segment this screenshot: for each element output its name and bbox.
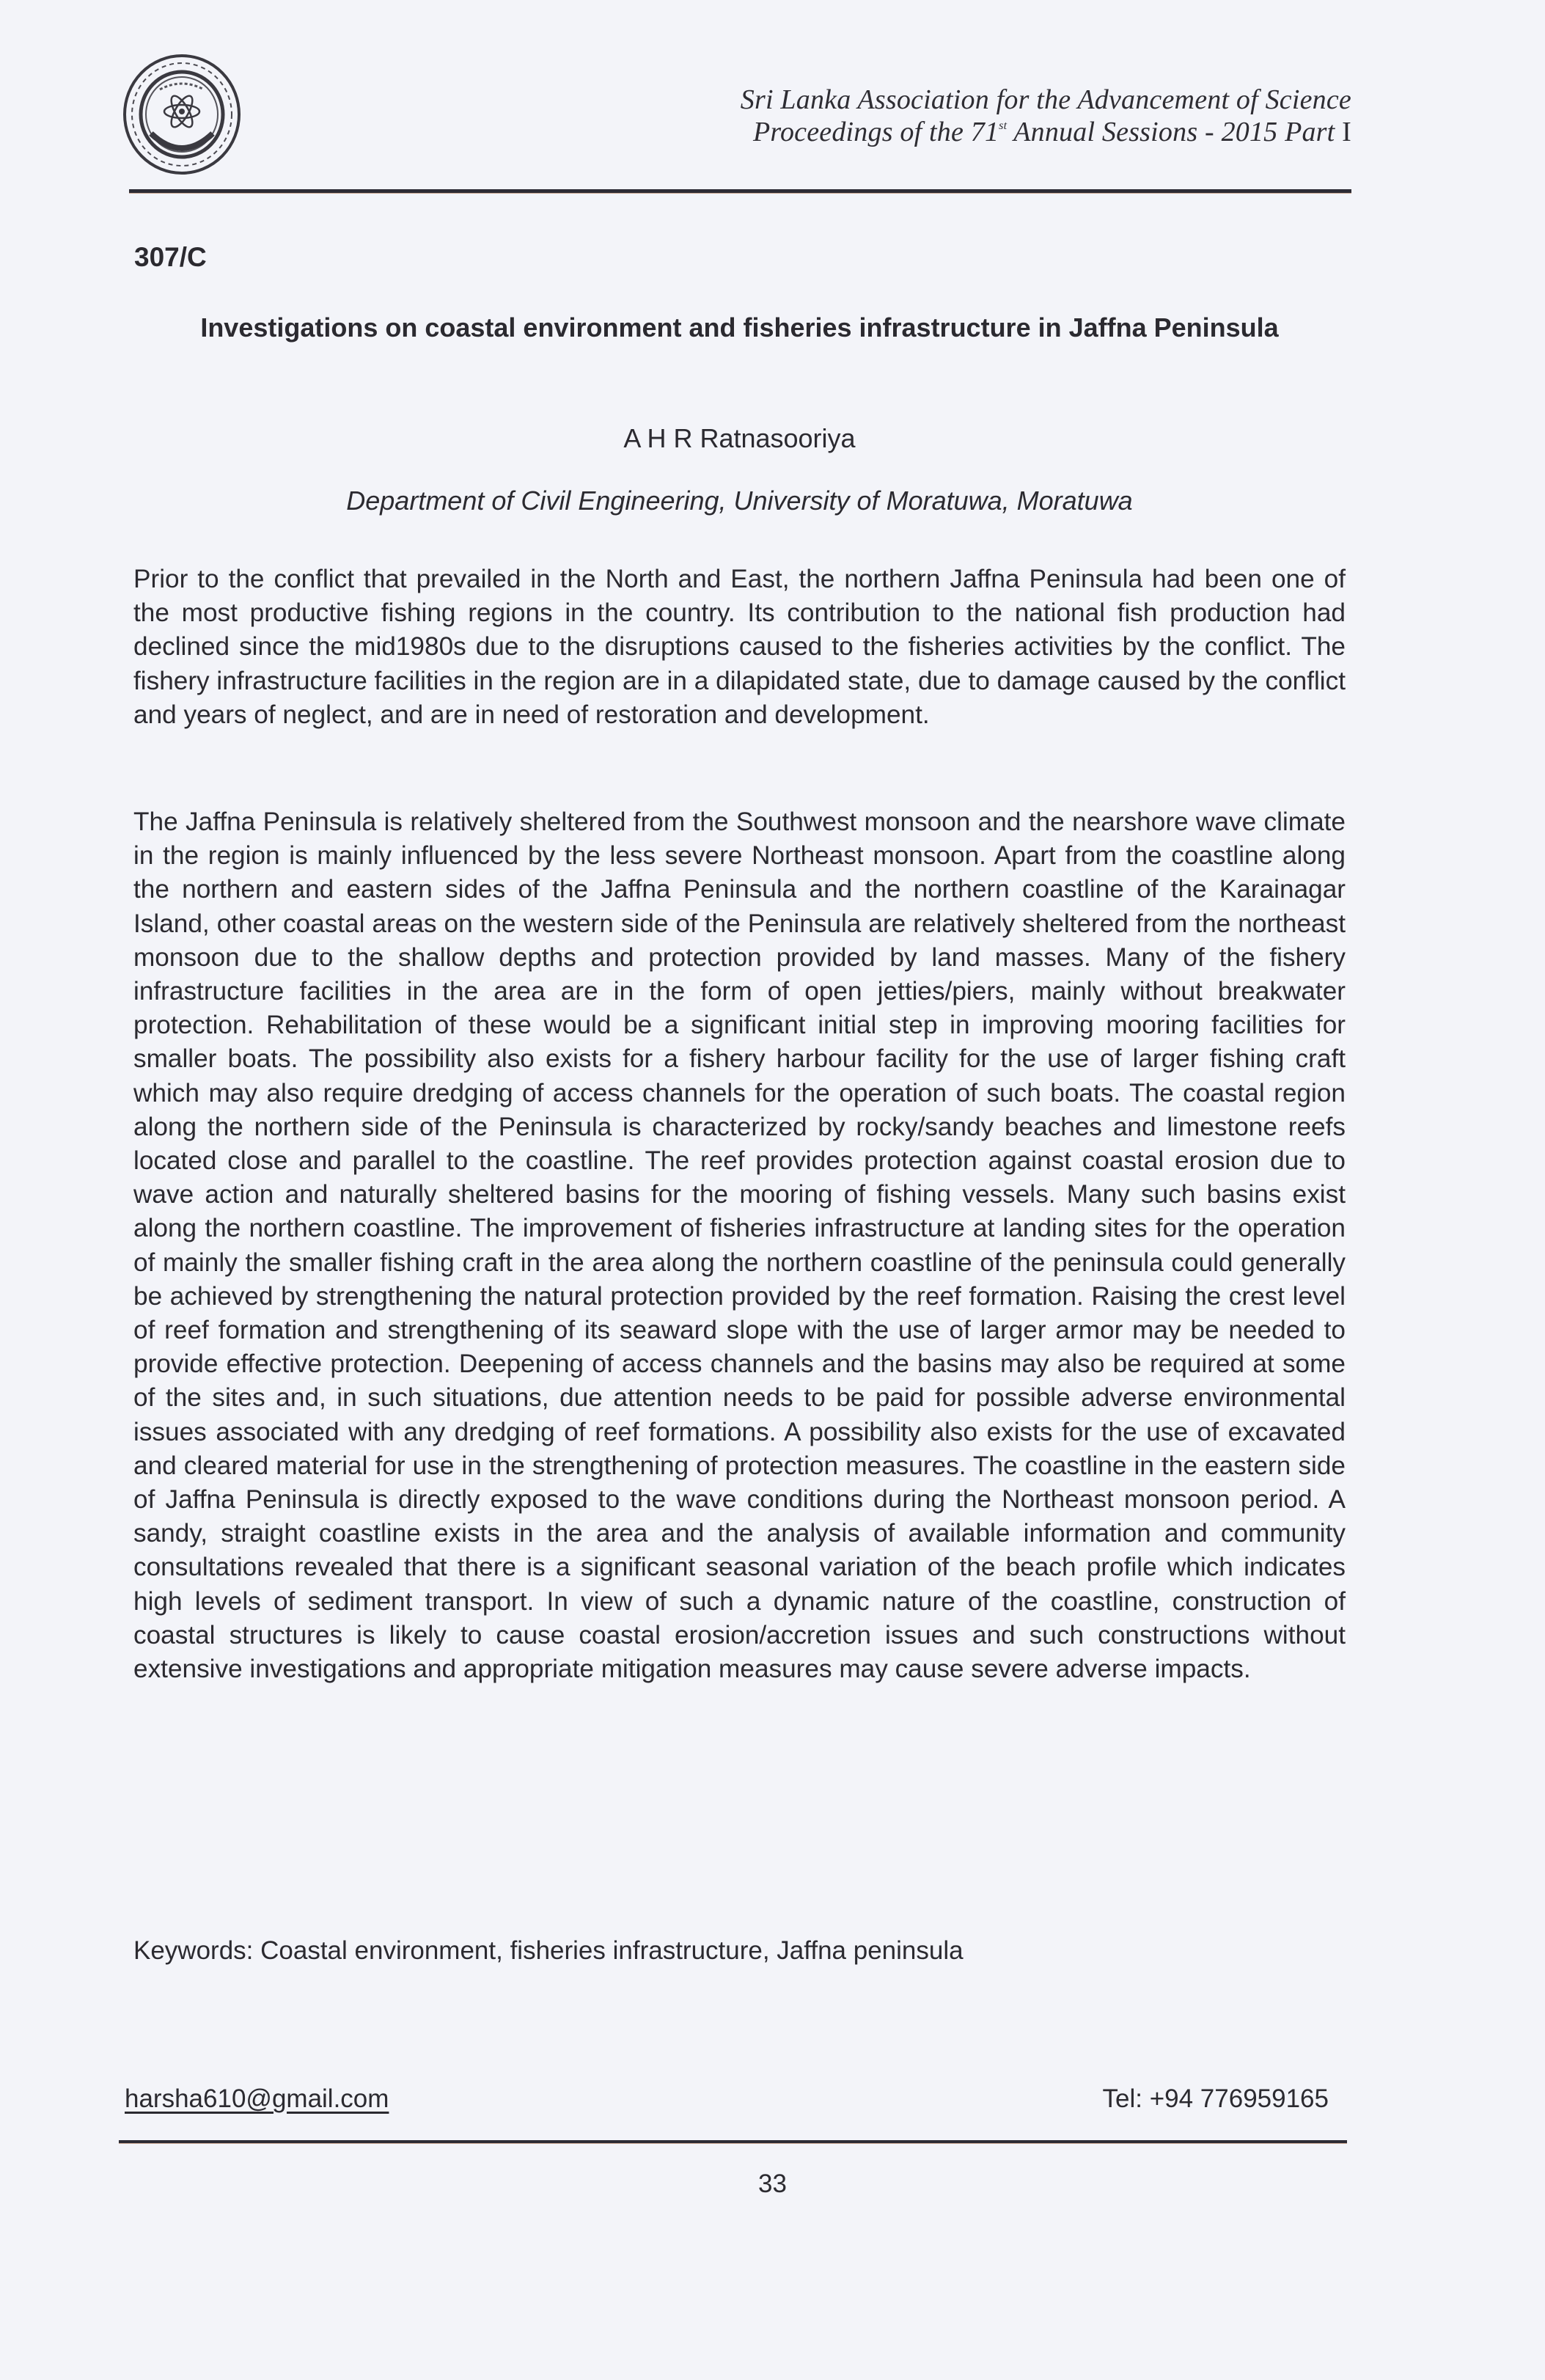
keywords: Keywords: Coastal environment, fisheries infrastructure, Jaffna peninsula xyxy=(133,1936,964,1965)
proceedings-prefix: Proceedings of the 71 xyxy=(752,117,999,147)
atom-emblem-icon xyxy=(122,53,242,176)
author-name: A H R Ratnasooriya xyxy=(623,423,856,453)
page-number: 33 xyxy=(758,2170,787,2198)
paper-title: Investigations on coastal environment and fisheries infrastructure in Jaffna Peninsula xyxy=(200,312,1279,343)
proceedings-suffix: Annual Sessions - 2015 Part xyxy=(1007,117,1335,147)
abstract-paragraph: Prior to the conflict that prevailed in the North and East, the northern Jaffna Peninsula had been one of the most productive fishing regions in the country. Its contribution to the national fish production had declined since the mid1980s due to the disruptions caused to the fisheries activities by the conflict. The fishery infrastructure facilities in the region are in a dilapidated state, due to damage caused by the conflict and years of neglect, and are in need of restoration and development. xyxy=(133,565,1346,729)
author-affiliation: Department of Civil Engineering, University of Moratuwa, Moratuwa xyxy=(346,486,1133,516)
header-divider xyxy=(129,189,1351,194)
author-telephone: Tel: +94 776959165 xyxy=(1102,2084,1329,2113)
footer-divider xyxy=(119,2140,1347,2144)
slaas-logo xyxy=(122,53,242,176)
part-number: I xyxy=(1335,117,1351,147)
author-email-link[interactable]: harsha610@gmail.com xyxy=(125,2084,389,2113)
abstract-id: 307/C xyxy=(134,242,207,272)
abstract-paragraph: The Jaffna Peninsula is relatively sheltered from the Southwest monsoon and the nearshore wave climate in the region is mainly influenced by the less severe Northeast monsoon. Apart from the coastline along the northern and eastern sides of the Jaffna Peninsula and the northern coastline of the Karainagar Island, other coastal areas on the western side of the Peninsula are relatively sheltered from the northeast monsoon due to the shallow depths and protection provided by land masses. Many of the fishery infrastructure facilities in the area are in the form of open jetties/piers, mainly without breakwater protection. Rehabilitation of these would be a significant initial step in improving mooring facilities for smaller boats. The possibility also exists for a fishery harbour facility for the use of larger fishing craft which may also require dredging of access channels for the operation of such boats. The coastal region along the northern side of the Peninsula is characterized by rocky/sandy beaches and limestone reefs located close and parallel to the coastline. The reef provides protection against coastal erosion due to wave action and naturally sheltered basins for the mooring of fishing vessels. Many such basins exist along the northern coastline. The improvement of fisheries infrastructure at landing sites for the operation of mainly the smaller fishing craft in the area along the northern coastline of the peninsula could generally be achieved by strengthening the natural protection provided by the reef formation. Raising the crest level of reef formation and strengthening of its seaward slope with the use of larger armor may be needed to provide effective protection. Deepening of access channels and the basins may also be required at some of the sites and, in such situations, due attention needs to be paid for possible adverse environmental issues associated with any dredging of reef formations. A possibility also exists for the use of excavated and cleared material for use in the strengthening of protection measures. The coastline in the eastern side of Jaffna Peninsula is directly exposed to the wave conditions during the Northeast monsoon period. A sandy, straight coastline exists in the area and the analysis of available information and community consultations revealed that there is a significant seasonal variation of the beach profile which indicates high levels of sediment transport. In view of such a dynamic nature of the coastline, construction of coastal structures is likely to cause coastal erosion/accretion issues and such constructions without extensive investigations and appropriate mitigation measures may cause severe adverse impacts. xyxy=(133,808,1346,1684)
header-proceedings xyxy=(753,116,1351,148)
ordinal-suffix: st xyxy=(999,120,1008,132)
header-organization: Sri Lanka Association for the Advancement of Science xyxy=(740,84,1351,115)
